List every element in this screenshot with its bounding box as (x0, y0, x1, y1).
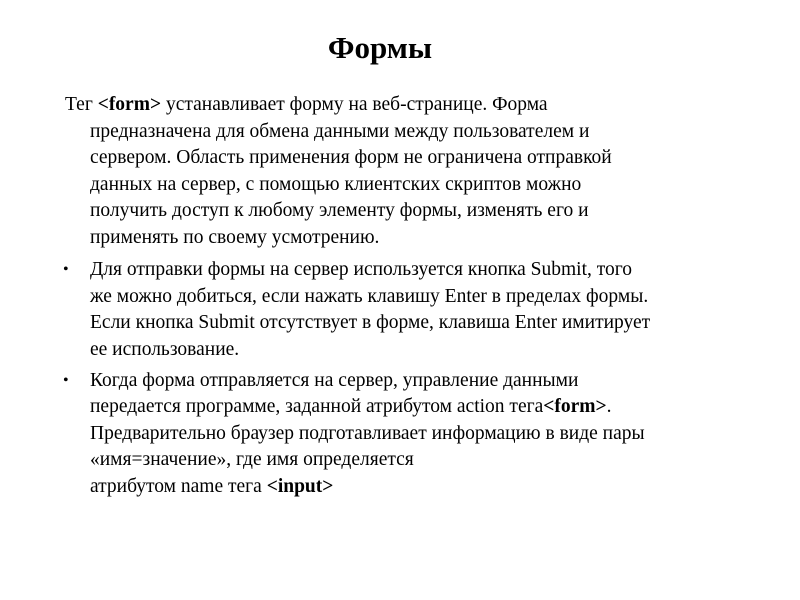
text-line: Когда форма отправляется на сервер, управление данными (90, 370, 579, 391)
bullet-icon: • (63, 372, 69, 389)
code-tag: <input> (266, 476, 334, 497)
text-line: «имя=значение», где имя определяется (90, 449, 414, 470)
text: устанавливает форму на веб-странице. Форма (161, 94, 548, 115)
text-line (90, 396, 612, 418)
text-line: получить доступ к любому элементу формы, изменять его и (90, 200, 589, 221)
text-line: сервером. Область применения форм не ограничена отправкой (90, 147, 612, 168)
text-line: предназначена для обмена данными между пользователем и (90, 121, 590, 142)
bullet-icon: • (63, 261, 69, 278)
text-line (90, 476, 333, 498)
slide-title: Формы (327, 30, 433, 65)
text: . (606, 396, 612, 417)
text-line (65, 94, 548, 116)
text-line: же можно добиться, если нажать клавишу Enter в пределах формы. (90, 286, 649, 307)
text: передается программе, заданной атрибутом action тега (90, 396, 544, 417)
text-line: применять по своему усмотрению. (90, 227, 380, 248)
text-line: ее использование. (90, 339, 240, 360)
text: Тег (65, 94, 98, 115)
code-tag: <form> (543, 396, 607, 417)
text-line: Для отправки формы на сервер используется кнопка Submit, того (90, 259, 633, 280)
text: атрибутом name тега (90, 476, 267, 497)
code-tag: <form> (97, 94, 162, 115)
text-line: Если кнопка Submit отсутствует в форме, клавиша Enter имитирует (90, 312, 651, 333)
text-line: данных на сервер, с помощью клиентских скриптов можно (90, 174, 582, 195)
text-line: Предварительно браузер подготавливает информацию в виде пары (90, 423, 645, 444)
